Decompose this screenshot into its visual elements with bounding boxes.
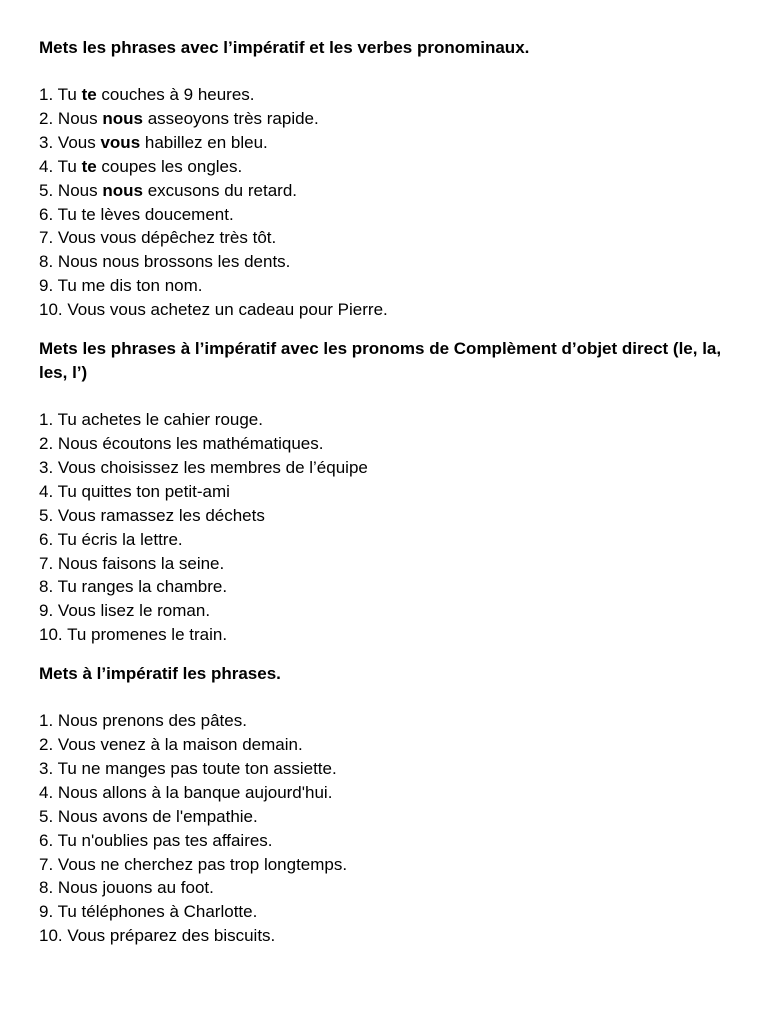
item-number: 6. xyxy=(39,830,54,850)
exercise-item xyxy=(39,599,728,623)
item-text: Nous xyxy=(57,108,98,128)
item-text: Nous nous brossons les dents. xyxy=(57,252,291,272)
item-text: Vous vous achetez un cadeau pour Pierre. xyxy=(67,300,388,320)
exercise-item xyxy=(39,504,728,528)
exercise-list xyxy=(39,83,728,322)
item-text: Tu ne manges pas toute ton assiette. xyxy=(57,758,337,778)
item-text: Tu n'oublies pas tes affaires. xyxy=(57,830,273,850)
item-pronoun: nous xyxy=(102,108,143,128)
item-text: Vous lisez le roman. xyxy=(57,601,211,621)
exercise-item xyxy=(39,408,728,432)
exercise-item xyxy=(39,900,728,924)
section-heading: Mets à l’impératif les phrases. xyxy=(39,664,281,684)
item-text: excusons du retard. xyxy=(147,180,297,200)
item-number: 9. xyxy=(39,902,54,922)
item-number: 10. xyxy=(39,300,63,320)
item-number: 10. xyxy=(39,926,63,946)
item-text: Tu ranges la chambre. xyxy=(57,577,228,597)
exercise-item xyxy=(39,805,728,829)
item-number: 10. xyxy=(39,625,63,645)
item-text: Vous préparez des biscuits. xyxy=(67,926,276,946)
item-text: asseoyons très rapide. xyxy=(147,108,319,128)
exercise-item xyxy=(39,250,728,274)
section-direct-object-pronouns xyxy=(39,337,728,647)
item-number: 7. xyxy=(39,553,54,573)
exercise-item xyxy=(39,83,728,107)
item-text: Vous xyxy=(57,132,96,152)
item-text: Vous ramassez les déchets xyxy=(57,505,265,525)
exercise-item xyxy=(39,456,728,480)
item-text: Tu quittes ton petit-ami xyxy=(57,481,230,501)
item-number: 4. xyxy=(39,782,54,802)
section-pronominal-verbs xyxy=(39,36,728,322)
item-text: Nous jouons au foot. xyxy=(57,878,214,898)
item-text: Nous avons de l'empathie. xyxy=(57,806,258,826)
item-number: 9. xyxy=(39,276,54,296)
item-number: 2. xyxy=(39,433,54,453)
exercise-item xyxy=(39,552,728,576)
item-text: Tu xyxy=(57,156,77,176)
item-pronoun: vous xyxy=(100,132,141,152)
item-number: 4. xyxy=(39,481,54,501)
exercise-item xyxy=(39,298,728,322)
item-text: Nous écoutons les mathématiques. xyxy=(57,433,324,453)
item-text: Tu te lèves doucement. xyxy=(57,204,234,224)
exercise-item xyxy=(39,274,728,298)
exercise-item xyxy=(39,709,728,733)
item-number: 9. xyxy=(39,601,54,621)
item-text: Vous venez à la maison demain. xyxy=(57,735,303,755)
item-number: 2. xyxy=(39,735,54,755)
item-text: Tu me dis ton nom. xyxy=(57,276,203,296)
item-number: 3. xyxy=(39,132,54,152)
exercise-item xyxy=(39,155,728,179)
item-number: 5. xyxy=(39,806,54,826)
exercise-item xyxy=(39,853,728,877)
item-text: habillez en bleu. xyxy=(144,132,268,152)
exercise-list xyxy=(39,408,728,647)
exercise-item xyxy=(39,480,728,504)
item-number: 1. xyxy=(39,410,54,430)
exercise-item xyxy=(39,575,728,599)
item-number: 7. xyxy=(39,228,54,248)
item-text: couches à 9 heures. xyxy=(101,85,255,104)
item-number: 6. xyxy=(39,529,54,549)
item-text: Nous xyxy=(57,180,98,200)
item-text: Vous vous dépêchez très tôt. xyxy=(57,228,277,248)
exercise-item xyxy=(39,528,728,552)
item-number: 1. xyxy=(39,711,54,731)
item-number: 7. xyxy=(39,854,54,874)
item-number: 4. xyxy=(39,156,54,176)
item-text: Vous choisissez les membres de l’équipe xyxy=(57,457,368,477)
exercise-item xyxy=(39,107,728,131)
exercise-item xyxy=(39,924,728,948)
exercise-item xyxy=(39,179,728,203)
exercise-item xyxy=(39,623,728,647)
section-heading: Mets les phrases à l’impératif avec les pronoms de Complèment d’objet direct (le, la, les, l’) xyxy=(39,339,722,383)
exercise-item xyxy=(39,757,728,781)
item-text: Nous faisons la seine. xyxy=(57,553,225,573)
item-number: 3. xyxy=(39,457,54,477)
item-text: Tu téléphones à Charlotte. xyxy=(57,902,258,922)
item-number: 6. xyxy=(39,204,54,224)
item-number: 2. xyxy=(39,108,54,128)
item-number: 8. xyxy=(39,577,54,597)
item-text: Tu promenes le train. xyxy=(67,625,228,645)
exercise-item xyxy=(39,432,728,456)
exercise-item xyxy=(39,733,728,757)
item-pronoun: te xyxy=(81,85,97,104)
item-text: Tu xyxy=(57,85,77,104)
exercise-list xyxy=(39,709,728,948)
item-text: Tu achetes le cahier rouge. xyxy=(57,410,263,430)
item-number: 3. xyxy=(39,758,54,778)
item-pronoun: te xyxy=(81,156,97,176)
item-text: Nous allons à la banque aujourd'hui. xyxy=(57,782,333,802)
item-number: 5. xyxy=(39,505,54,525)
item-pronoun: nous xyxy=(102,180,143,200)
item-number: 8. xyxy=(39,878,54,898)
item-text: Nous prenons des pâtes. xyxy=(57,711,247,731)
exercise-item xyxy=(39,226,728,250)
exercise-item xyxy=(39,829,728,853)
item-number: 5. xyxy=(39,180,54,200)
section-imperative xyxy=(39,662,728,948)
item-text: Tu écris la lettre. xyxy=(57,529,183,549)
section-heading: Mets les phrases avec l’impératif et les verbes pronominaux. xyxy=(39,38,530,57)
item-number: 1. xyxy=(39,85,54,104)
exercise-item xyxy=(39,876,728,900)
exercise-item xyxy=(39,203,728,227)
item-text: Vous ne cherchez pas trop longtemps. xyxy=(57,854,348,874)
exercise-item xyxy=(39,131,728,155)
item-number: 8. xyxy=(39,252,54,272)
item-text: coupes les ongles. xyxy=(101,156,243,176)
exercise-item xyxy=(39,781,728,805)
